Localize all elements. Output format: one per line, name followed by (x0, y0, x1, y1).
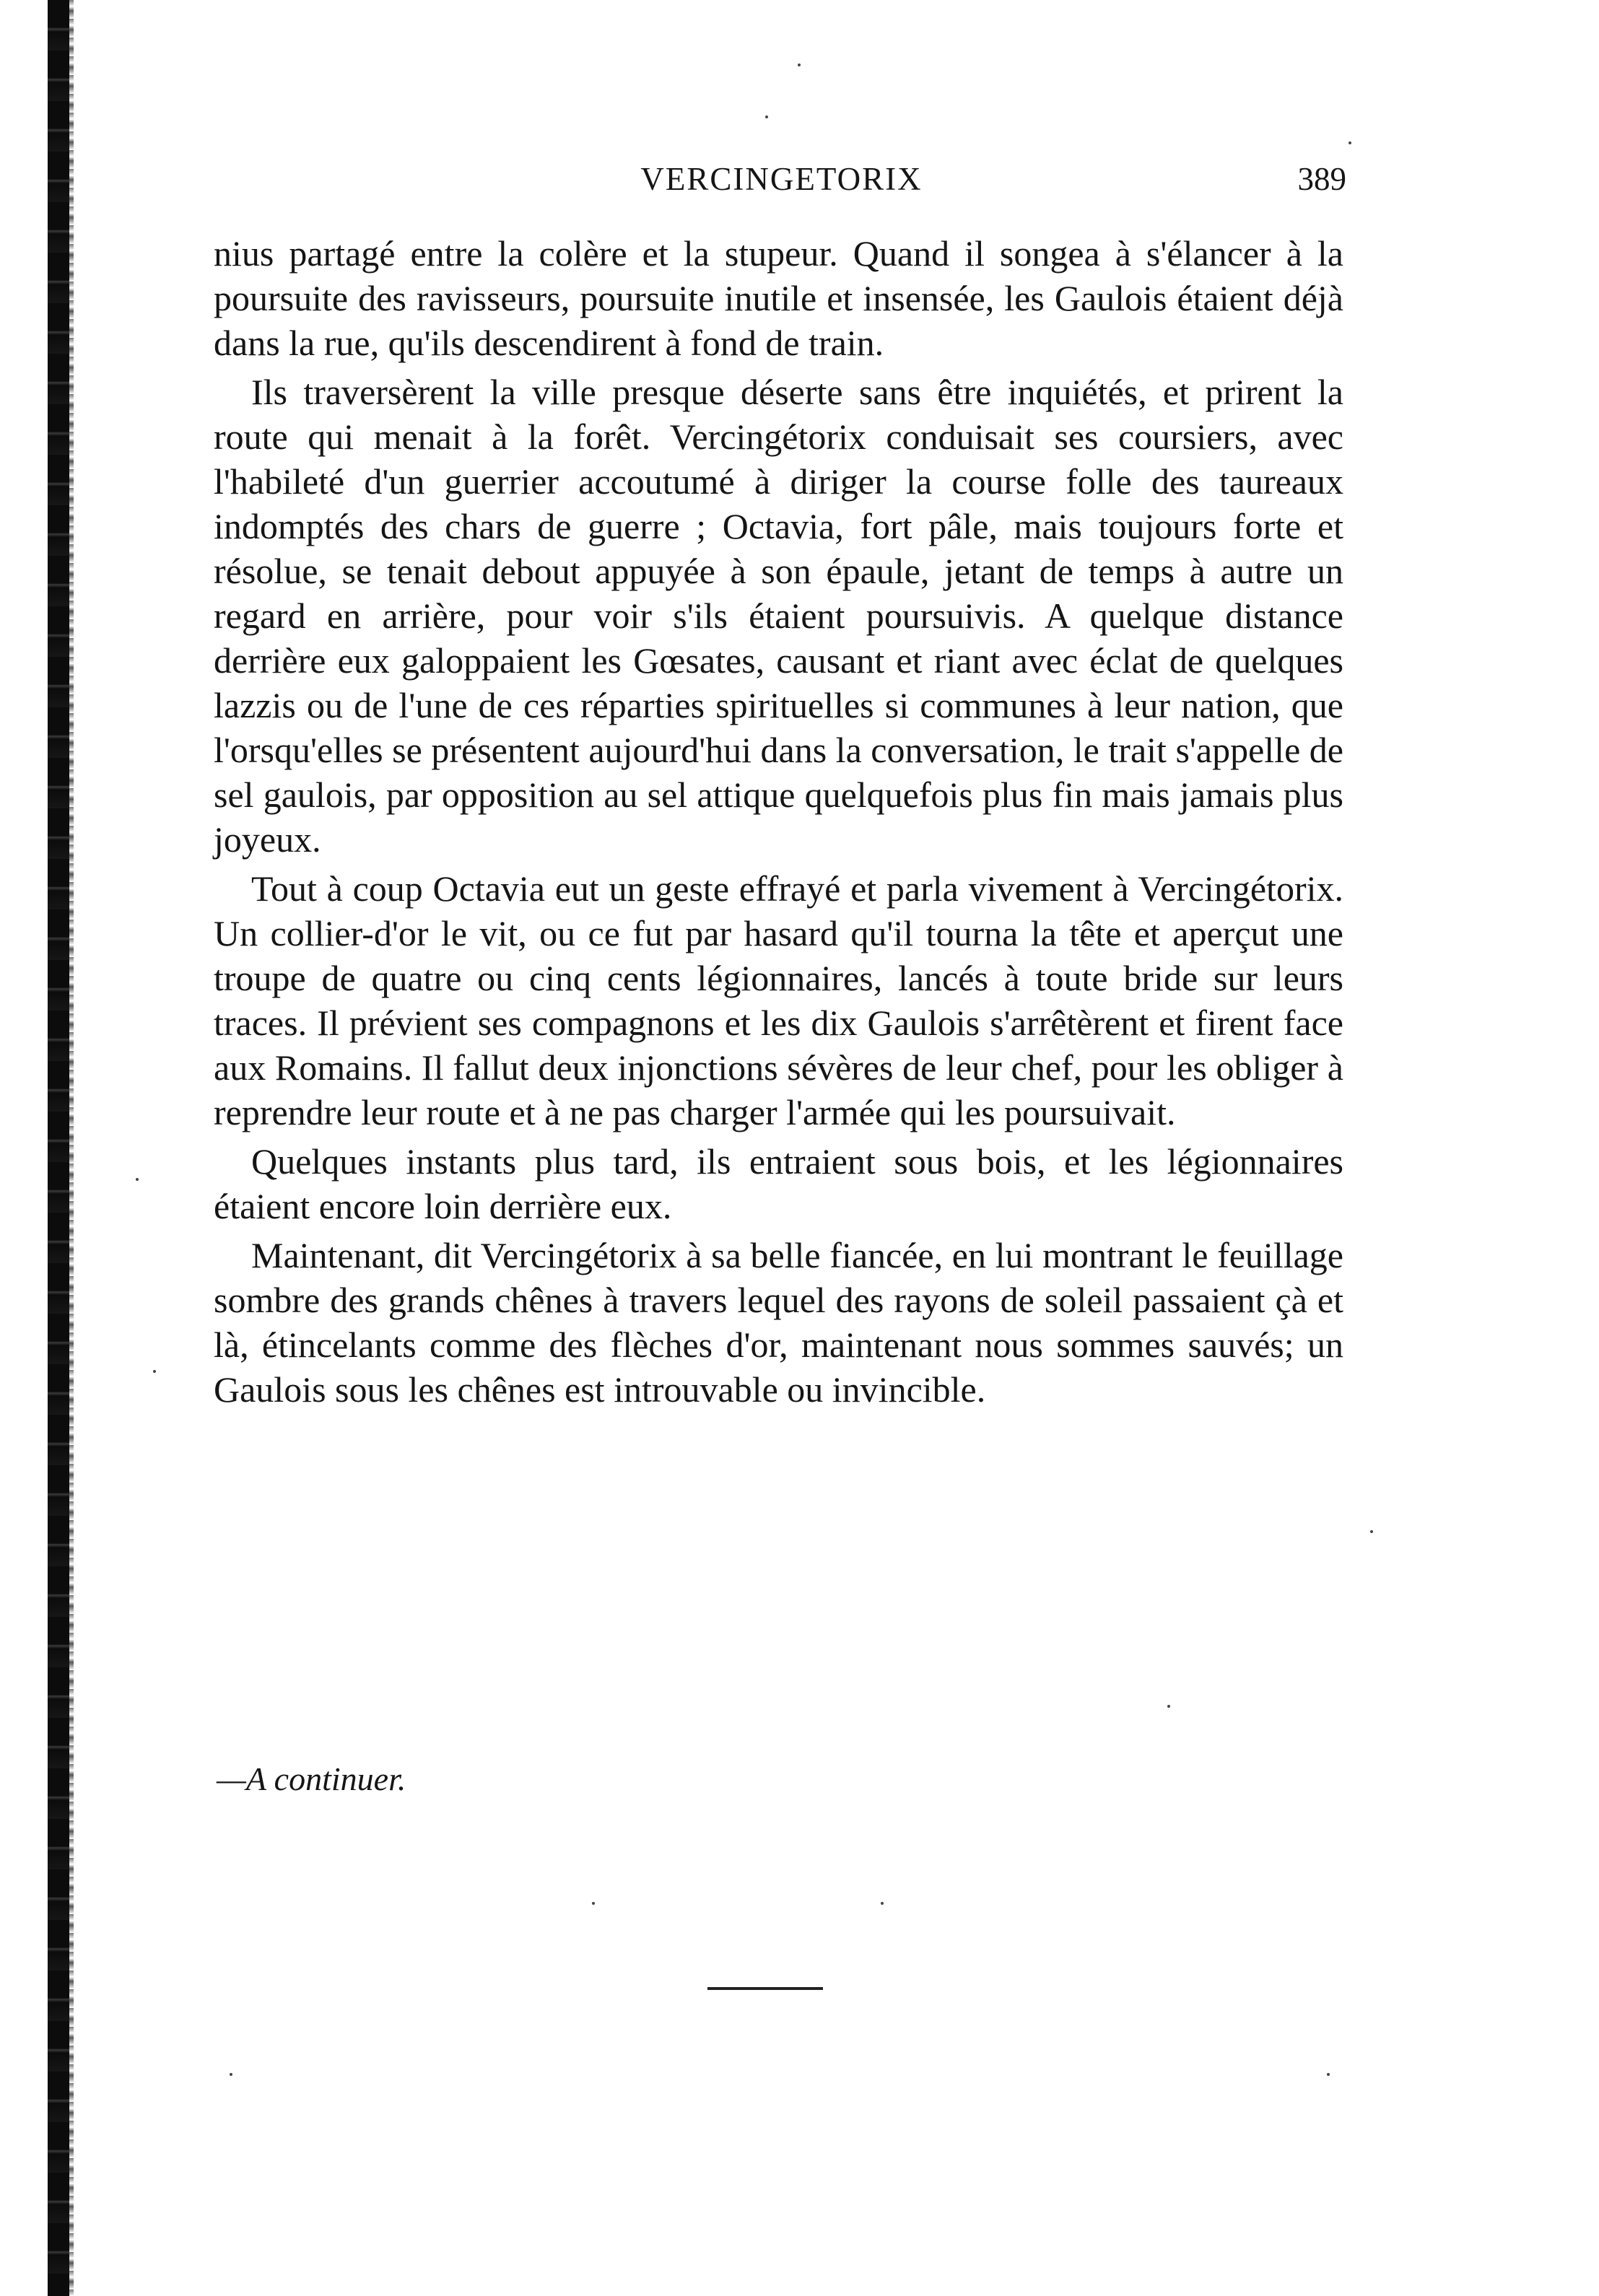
scan-speck (592, 1902, 595, 1905)
paragraph-2: Ils traversèrent la ville presque déserte sans être inquiétés, et prirent la route qui menait à la forêt. Vercingétorix conduisait ses coursiers, avec l'habileté d'un guerrier accoutumé à diriger la course folle des taureaux indomptés des chars de guerre ; Octavia, fort pâle, mais toujours forte et résolue, se tenait debout appuyée à son épaule, jetant de temps à autre un regard en arrière, pour voir s'ils étaient poursuivis. A quelque distance derrière eux galoppaient les Gœsates, causant et riant avec éclat de quelques lazzis ou de l'une de ces réparties spirituelles si communes à leur nation, que l'orsqu'elles se présentent aujourd'hui dans la conversation, le trait s'appelle de sel gaulois, par opposition au sel attique quelquefois plus fin mais jamais plus joyeux. (214, 372, 1343, 860)
scan-speck (798, 64, 801, 66)
paragraph-3: Tout à coup Octavia eut un geste effrayé et parla vivement à Vercingétorix. Un collier-d'or le vit, ou ce fut par hasard qu'il tourna la tête et aperçut une troupe de quatre ou cinq cents légionnaires, lancés à toute bride sur leurs traces. Il prévient ses compagnons et les dix Gaulois s'arrêtèrent et firent face aux Romains. Il fallut deux injonctions sévères de leur chef, pour les obliger à reprendre leur route et à ne pas charger l'armée qui les poursuivait. (214, 868, 1343, 1132)
scan-speck (1327, 2073, 1330, 2076)
scan-speck (153, 1370, 156, 1373)
paragraph-4: Quelques instants plus tard, ils entraient sous bois, et les légionnaires étaient encore loin derrière eux. (214, 1141, 1343, 1226)
book-spine-edge (69, 0, 74, 2296)
book-spine-shadow (48, 0, 69, 2296)
scan-speck (1370, 1530, 1373, 1533)
continued-note: —A continuer. (217, 1760, 406, 1797)
paragraph-5: Maintenant, dit Vercingétorix à sa belle fiancée, en lui montrant le feuillage sombre des grands chênes à travers lequel des rayons de soleil passaient çà et là, étincelants comme des flèches d'or, maintenant nous sommes sauvés; un Gaulois sous les chênes est introuvable ou invincible. (214, 1235, 1343, 1410)
paragraph-1: nius partagé entre la colère et la stupeur. Quand il songea à s'élancer à la poursuite des ravisseurs, poursuite inutile et insensée, les Gaulois étaient déjà dans la rue, qu'ils descendirent à fond de train. (214, 233, 1343, 363)
body-text (214, 231, 1343, 1416)
scan-speck (881, 1902, 884, 1905)
scan-speck (1167, 1705, 1170, 1708)
running-title: VERCINGETORIX (640, 161, 923, 197)
scan-speck (1349, 141, 1351, 144)
end-rule (707, 1987, 823, 1990)
scan-speck (136, 1178, 139, 1181)
scan-speck (765, 115, 768, 118)
page-header (217, 160, 1346, 211)
scan-speck (230, 2073, 232, 2076)
page-number: 389 (1297, 161, 1346, 197)
